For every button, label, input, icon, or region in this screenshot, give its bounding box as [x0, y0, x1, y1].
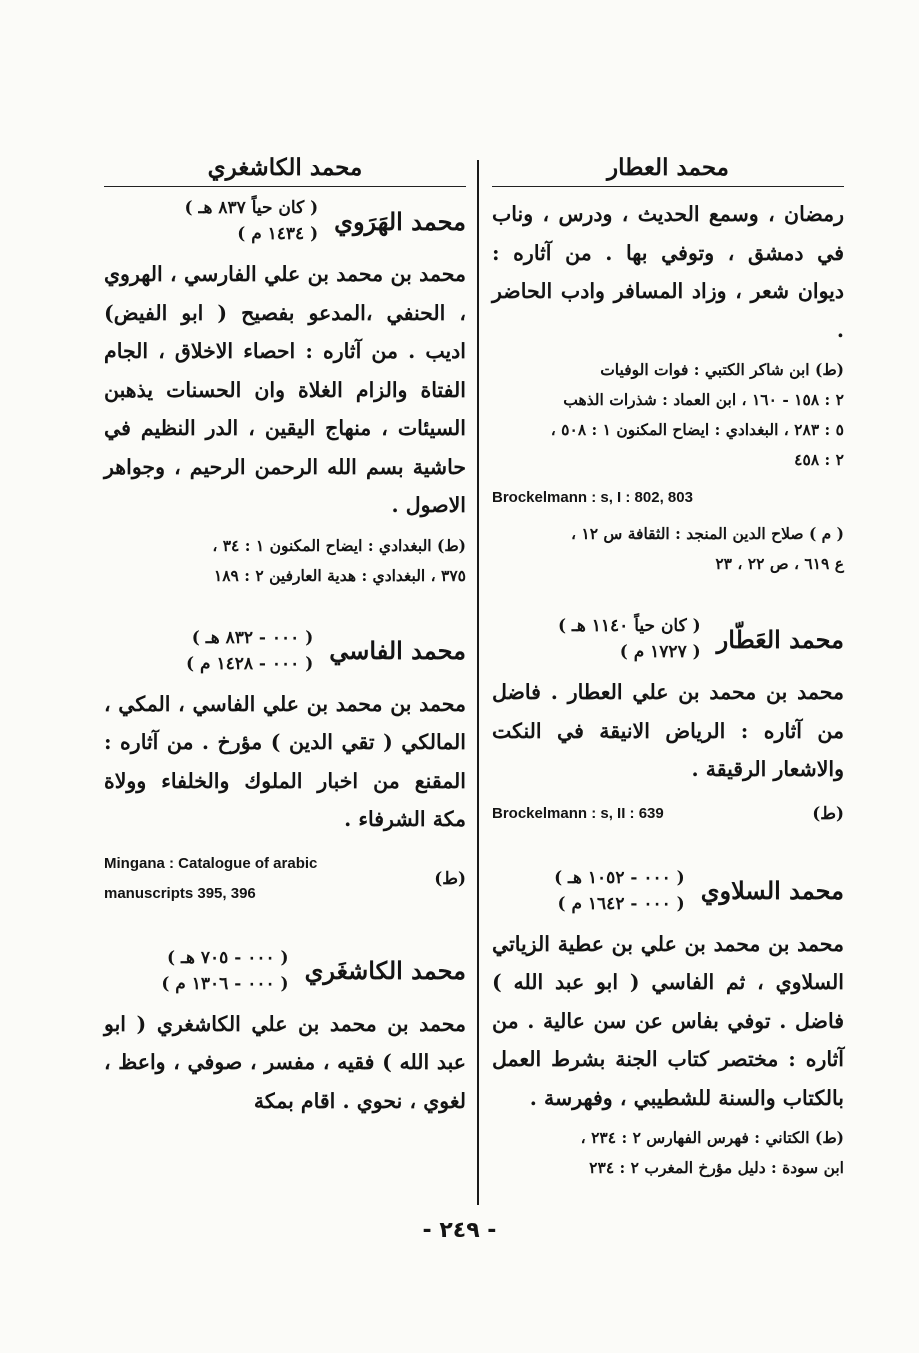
- date-hijri: ( ٠٠٠ - ٧٠٥ هـ ): [167, 947, 289, 968]
- entry-name: محمد الفاسي: [329, 636, 466, 665]
- entry-heading: [104, 945, 466, 997]
- entry-references: [104, 531, 466, 591]
- entry-body: محمد بن محمد بن علي الفاسي ، المكي ، المالكي ( تقي الدين ) مؤرخ . من آثاره : المقنع من اخبار الملوك والخلفاء وولاة مكة الشرفاء .: [104, 691, 466, 831]
- reference-line: (ط) البغدادي : ايضاح المكنون ١ : ٣٤ ،: [212, 535, 466, 555]
- entry-heading: [492, 865, 844, 917]
- entry-heading: [104, 195, 466, 247]
- entry-heading: [104, 625, 466, 677]
- biography-entry: [104, 945, 466, 1121]
- right-column: [492, 150, 844, 1191]
- entry-name: محمد الكاشغَري: [304, 956, 466, 985]
- page-number: - ٢٤٩ -: [422, 1218, 497, 1243]
- latin-reference: [104, 849, 466, 909]
- reference-tag: (ط): [434, 868, 466, 889]
- entry-body: محمد بن محمد بن علي بن عطية الزياتي السلاوي ، ثم الفاسي ( ابو عبد الله ) فاضل . توفي بفاس عن سن عالية . من آثاره : مختصر كتاب الجنة بشرط العمل بالكتاب والسنة للشطيبي ، وفهرسة .: [492, 931, 844, 1110]
- reference-line: (ط) الكتاني : فهرس الفهارس ٢ : ٢٣٤ ،: [580, 1128, 844, 1147]
- entry-references: [492, 1123, 844, 1183]
- entry-dates: [185, 195, 319, 247]
- reference-tag: (ط): [812, 803, 844, 824]
- biography-entry: [104, 625, 466, 909]
- reference-line: ٢ : ١٥٨ - ١٦٠ ، ابن العماد : شذرات الذهب: [563, 390, 844, 409]
- date-gregorian: ( ٠٠٠ - ١٦٤٢ م ): [557, 893, 685, 914]
- reference-line: ٣٧٥ ، البغدادي : هدية العارفين ٢ : ١٨٩: [213, 565, 466, 585]
- entry-name: محمد السلاوي: [700, 876, 844, 905]
- date-hijri: ( كان حياً ٨٣٧ هـ ): [184, 198, 319, 218]
- date-gregorian: ( ٠٠٠ - ١٤٢٨ م ): [186, 653, 314, 674]
- latin-reference-text: Mingana : Catalogue of arabic manuscripts 395, 396: [104, 854, 318, 902]
- latin-reference-text: Brockelmann : s, II : 639: [492, 804, 664, 822]
- latin-reference: [492, 799, 844, 829]
- entry-body: محمد بن محمد بن علي الفارسي ، الهروي ، الحنفي ،المدعو بفصيح ( ابو الفيض) اديب . من آثاره : احصاء الاخلاق ، الجام الفتاة والزام الغلاة وان الحسنات يذهبن السيئات ، منهاج اليقين ، الدر النظيم في حاشية بسم الله الرحمن الرحيم ، وجواهر الاصول .: [104, 262, 466, 517]
- reference-line: ٢ : ٤٥٨: [794, 450, 844, 469]
- entry-body: محمد بن محمد بن علي العطار . فاضل من آثاره : الرياض الانيقة في النكت والاشعار الرقيقة .: [492, 680, 844, 781]
- entry-references: [492, 519, 844, 579]
- continued-entry: [492, 195, 844, 579]
- running-header: محمد العطار: [492, 150, 844, 187]
- column-divider: [477, 160, 479, 1205]
- latin-reference-text: Brockelmann : s, I : 802, 803: [492, 489, 693, 506]
- entry-name: محمد الهَرَوي: [334, 206, 466, 236]
- entry-dates: [186, 625, 313, 677]
- left-column: [104, 150, 466, 1120]
- date-gregorian: ( ١٧٢٧ م ): [619, 642, 701, 662]
- reference-line: ع ٦١٩ ، ص ٢٢ ، ٢٣: [715, 554, 844, 573]
- entry-references: [492, 355, 844, 475]
- entry-dates: [558, 613, 701, 665]
- reference-line: ابن سودة : دليل مؤرخ المغرب ٢ : ٢٣٤: [589, 1158, 844, 1177]
- reference-line: (ط) ابن شاكر الكتبي : فوات الوفيات: [600, 360, 844, 379]
- date-hijri: ( كان حياً ١١٤٠ هـ ): [557, 616, 701, 636]
- entry-body: محمد بن محمد بن علي الكاشغري ( ابو عبد الله ) فقيه ، مفسر ، صوفي ، واعظ ، لغوي ، نحوي . اقام بمكة: [104, 1011, 466, 1113]
- entry-heading: [492, 613, 844, 665]
- biography-entry: [104, 195, 466, 591]
- biography-entry: [492, 613, 844, 829]
- entry-dates: [554, 865, 685, 917]
- biography-entry: [492, 865, 844, 1184]
- date-hijri: ( ٠٠٠ - ١٠٥٢ هـ ): [554, 867, 685, 888]
- reference-line: ( م ) صلاح الدين المنجد : الثقافة س ١٢ ،: [570, 524, 844, 543]
- date-hijri: ( ٠٠٠ - ٨٣٢ هـ ): [191, 627, 314, 648]
- date-gregorian: ( ٠٠٠ - ١٣٠٦ م ): [161, 973, 289, 994]
- entry-body: رمضان ، وسمع الحديث ، ودرس ، وناب في دمشق ، وتوفي بها . من آثاره : ديوان شعر ، وزاد المسافر وادب الحاضر .: [492, 202, 844, 342]
- entry-dates: [161, 945, 288, 997]
- date-gregorian: ( ١٤٣٤ م ): [237, 224, 319, 244]
- running-header: محمد الكاشغري: [104, 150, 466, 187]
- entry-name: محمد العَطّار: [716, 624, 844, 654]
- reference-line: ٥ : ٢٨٣ ، البغدادي : ايضاح المكنون ١ : ٥٠٨ ،: [550, 420, 844, 439]
